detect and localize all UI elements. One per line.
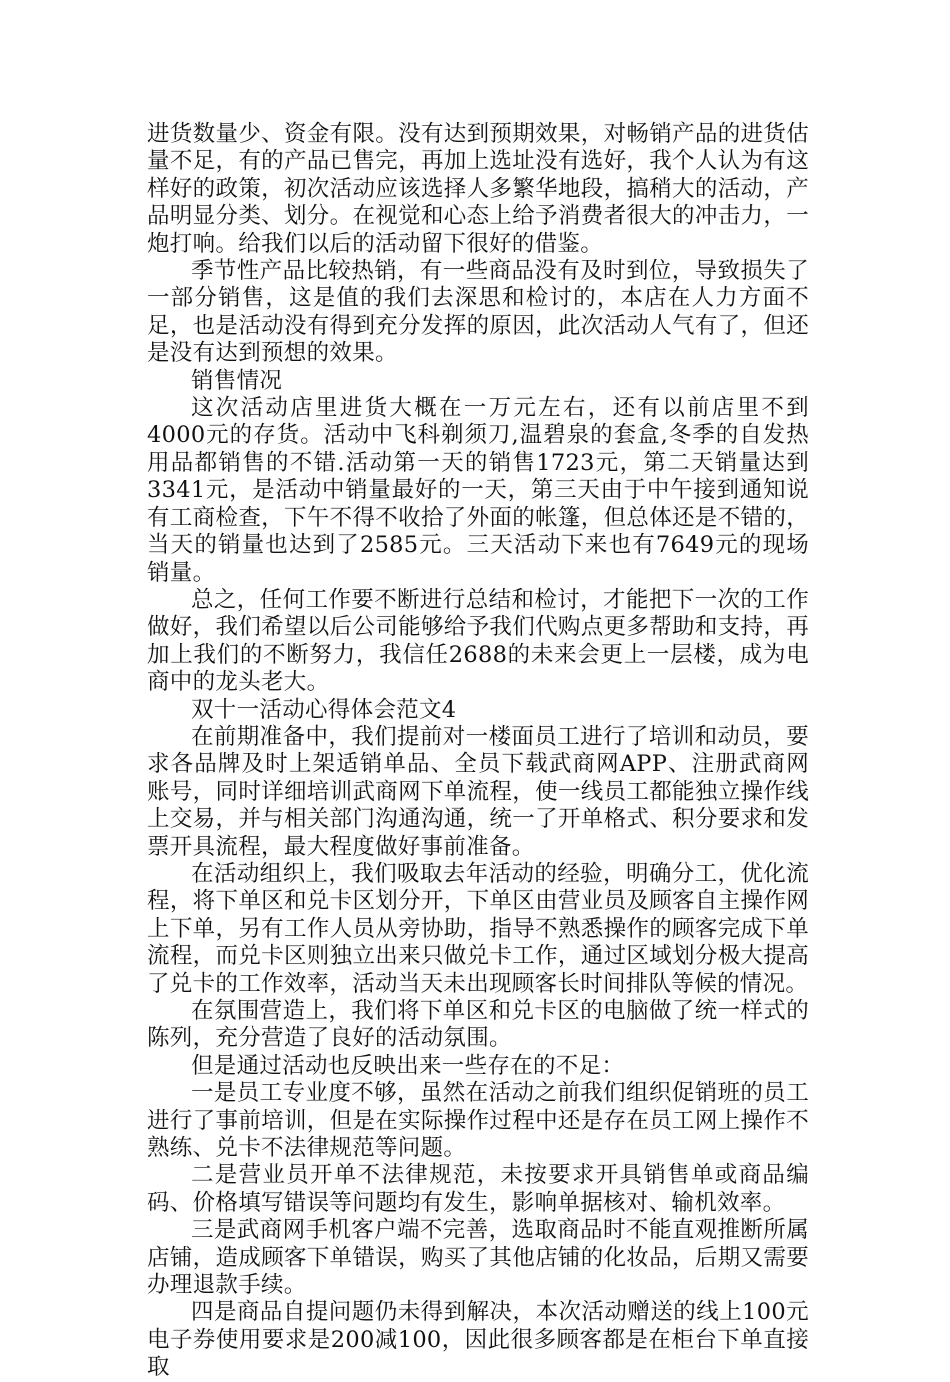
paragraph: 在氛围营造上，我们将下单区和兑卡区的电脑做了统一样式的陈列，充分营造了良好的活动氛围。	[147, 998, 809, 1052]
paragraph: 在活动组织上，我们吸取去年活动的经验，明确分工，优化流程，将下单区和兑卡区划分开，下单区由营业员及顾客自主操作网上下单，另有工作人员从旁协助，指导不熟悉操作的顾客完成下单流程，而兑卡区则独立出来只做兑卡工作，通过区域划分极大提高了兑卡的工作效率，活动当天未出现顾客长时间排队等候的情况。	[147, 860, 809, 997]
paragraph: 但是通过活动也反映出来一些存在的不足：	[191, 1052, 625, 1079]
paragraph: 二是营业员开单不法律规范，未按要求开具销售单或商品编码、价格填写错误等问题均有发生，影响单据核对、输机效率。	[147, 1162, 809, 1216]
paragraph: 在前期准备中，我们提前对一楼面员工进行了培训和动员，要求各品牌及时上架适销单品、全员下载武商网APP、注册武商网账号，同时详细培训武商网下单流程，使一线员工都能独立操作线上交易，并与相关部门沟通沟通，统一了开单格式、积分要求和发票开具流程，最大程度做好事前准备。	[147, 723, 809, 860]
section-heading: 双十一活动心得体会范文4	[191, 696, 457, 723]
paragraph: 三是武商网手机客户端不完善，选取商品时不能直观推断所属店铺，造成顾客下单错误，购买了其他店铺的化妆品，后期又需要办理退款手续。	[147, 1217, 809, 1299]
paragraph: 一是员工专业度不够，虽然在活动之前我们组织促销班的员工进行了事前培训，但是在实际操作过程中还是存在员工网上操作不熟练、兑卡不法律规范等问题。	[147, 1080, 809, 1162]
document-body	[147, 121, 809, 1382]
paragraph: 这次活动店里进货大概在一万元左右，还有以前店里不到4000元的存货。活动中飞科剃须刀,温碧泉的套盒,冬季的自发热用品都销售的不错.活动第一天的销售1723元，第二天销量达到3341元，是活动中销量最好的一天，第三天由于中午接到通知说有工商检查，下午不得不收拾了外面的帐篷，但总体还是不错的，当天的销量也达到了2585元。三天活动下来也有7649元的现场销量。	[147, 395, 809, 586]
paragraph: 季节性产品比较热销，有一些商品没有及时到位，导致损失了一部分销售，这是值的我们去深思和检讨的，本店在人力方面不足，也是活动没有得到充分发挥的原因，此次活动人气有了，但还是没有达到预想的效果。	[147, 258, 809, 367]
paragraph: 总之，任何工作要不断进行总结和检讨，才能把下一次的工作做好，我们希望以后公司能够给予我们代购点更多帮助和支持，再加上我们的不断努力，我信任2688的未来会更上一层楼，成为电商中的龙头老大。	[147, 586, 809, 696]
paragraph: 进货数量少、资金有限。没有达到预期效果，对畅销产品的进货估量不足，有的产品已售完，再加上选址没有选好，我个人认为有这样好的政策，初次活动应该选择人多繁华地段，搞稍大的活动，产品明显分类、划分。在视觉和心态上给予消费者很大的冲击力，一炮打响。给我们以后的活动留下很好的借鉴。	[147, 121, 809, 257]
paragraph: 四是商品自提问题仍未得到解决，本次活动赠送的线上100元电子券使用要求是200减100，因此很多顾客都是在柜台下单直接取	[147, 1299, 809, 1381]
section-heading: 销售情况	[191, 367, 283, 394]
